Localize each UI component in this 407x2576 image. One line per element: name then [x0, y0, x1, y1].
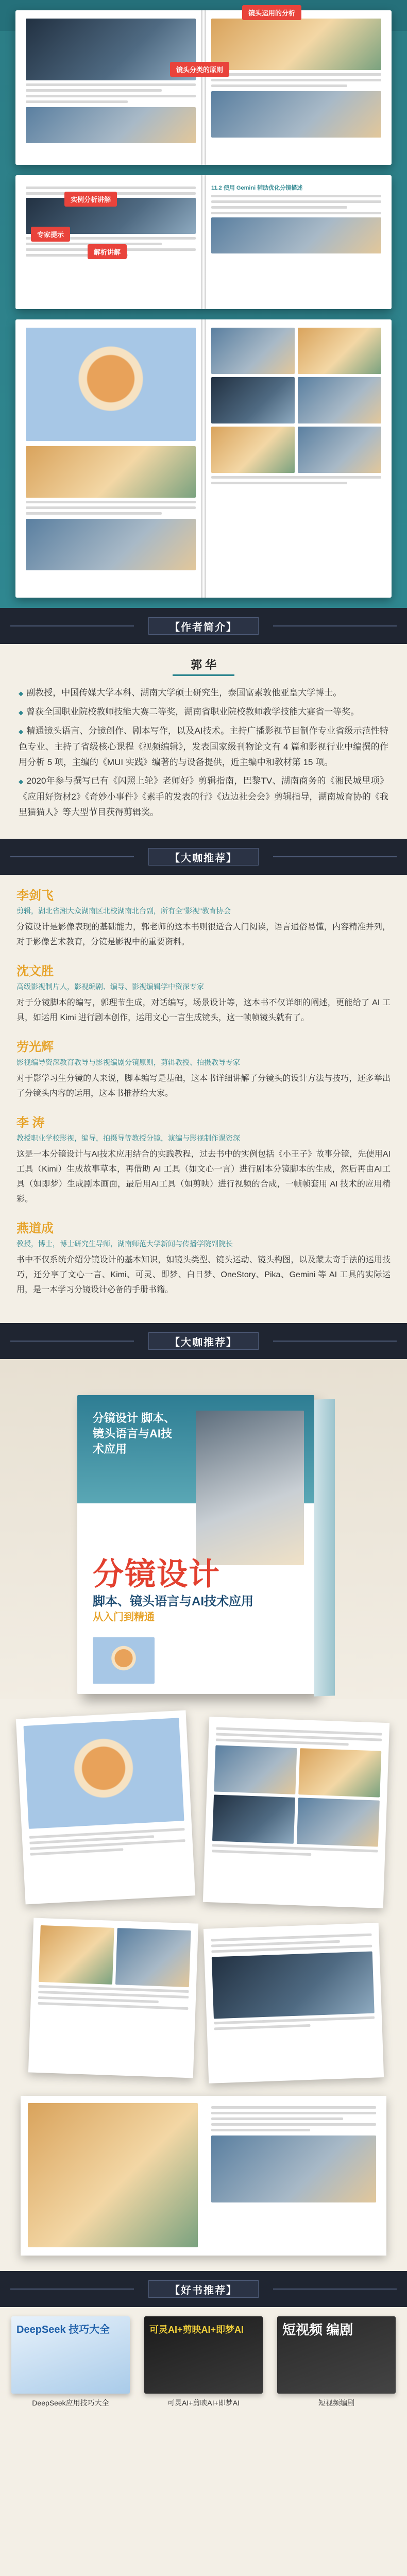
recommender-title: 剪辑，湖北省湘大众湖南区北校湖南北台副，所有全"影视"教育协会 [16, 907, 231, 915]
author-heading: 【作者简介】 [169, 621, 238, 633]
recommendation-text: 对于分镜脚本的编写，郭理节生成，对话编写，场景设计等，这本书不仅详细的阐述，更能给了 AI 工具，如运用 Kimi 进行剧本创作，运用文心一言生成镜头，这一帧帧镜头就有了。 [16, 998, 391, 1022]
book-title[interactable]: DeepSeek应用技巧大全 [32, 2399, 109, 2407]
recommender-title: 教授，博士，博士研究生导师，湖南师范大学新闻与传播学院副院长 [16, 1240, 233, 1248]
author-paragraph: ◆ 2020年参与撰写已有《闪照上轮》老师好》剪辑指南，巴黎TV、湖南商务的《湘民城里项》《应用好资材2》《奇妙小事件》《素手的发表的行》《边边社会会》剪辑指导，湖南城育协的《我里猫猫人》等大型节目获得剪辑奖。 [19, 776, 388, 817]
cover-tagline: 分镜设计 脚本、镜头语言与AI技术应用 [93, 1412, 176, 1455]
book-title[interactable]: 短视频编剧 [318, 2399, 354, 2407]
goodbooks-heading: 【好书推荐】 [169, 2284, 238, 2296]
book-title[interactable]: 可灵AI+剪映AI+即梦AI [167, 2399, 240, 2407]
cover-heading: 【大咖推荐】 [169, 1336, 238, 1348]
recs-section-header [0, 839, 407, 875]
recommendation-text: 这是一本分镜设计与AI技术应用结合的实践教程，过去书中的实例包括《小王子》故事分镜，先使用AI工具（Kimi）生成故事草本，再借助 AI 工具（如文心一言）进行剧本分镜脚本的生成，然后再由AI工具（如即梦）生成剧本画面，最后用AI工具（如剪映）进行视频的合成，一帧帧套用 AI 技术的应用精彩。 [16, 1150, 391, 1204]
recommender-name: 李 涛 [16, 1116, 45, 1130]
author-section-header [0, 608, 407, 644]
recommendation-text: 分镜设计是影像表现的基础能力，郭老师的这本书则很适合人门阅读，语言通俗易懂，内容精准并列，对于影像艺术教育，分镜是影视中的重要资料。 [16, 923, 391, 946]
book-spread-1 [15, 10, 392, 165]
book-cover-thumb[interactable]: DeepSeek 技巧大全 [11, 2316, 130, 2394]
bullet-icon: ◆ [19, 709, 24, 716]
book-recommendation-card[interactable] [11, 2316, 130, 2408]
bullet-icon: ◆ [19, 728, 24, 735]
callout-example-analysis: 实例分析讲解 [64, 192, 117, 207]
author-paragraph: ◆ 精通镜头语言、分镜创作、剧本写作，以及AI技术。主持广播影视节目制作专业省级示范性特色专业、主持了省级核心课程《视频编辑》，发表国家级刊物论文有 4 篇和影视行业中编撰的作用分析 5 项，主编的《MUI 实践》编著的与设备提供，近主编中和教材第 15 项。 [19, 726, 389, 767]
shiba-illustration [26, 328, 196, 441]
book-spread-3 [15, 319, 392, 598]
recommendation-item [16, 1218, 391, 1297]
interior-page-3 [28, 1918, 198, 2078]
interior-page-2 [203, 1717, 389, 1908]
callout-explanation: 解析讲解 [88, 244, 127, 259]
cover-photo [196, 1411, 304, 1565]
interior-preview-section [0, 0, 407, 608]
recommender-title: 高级影视制片人，影视编剧、编导、影视编辑学中资深专家 [16, 982, 204, 991]
cover-subtitle-2: 从入门到精通 [93, 1612, 155, 1623]
cover-showcase-section [0, 1359, 407, 2271]
recommendation-item [16, 961, 391, 1025]
author-name: 郭 华 [190, 658, 217, 671]
good-books-section [0, 2307, 407, 2420]
recs-heading: 【大咖推荐】 [169, 852, 238, 864]
recommender-name: 沈文胜 [16, 964, 54, 978]
author-paragraph: ◆ 曾获全国职业院校教师技能大赛二等奖，湖南省职业院校教师教学技能大赛省一等奖。 [19, 707, 360, 717]
recommender-name: 李剑飞 [16, 889, 54, 903]
recommender-title: 影视编导资深教育教导与影视编剧分镜原则，剪辑教授、拍摄教导专家 [16, 1058, 240, 1066]
recommendation-item [16, 885, 391, 950]
section-heading-gemini: 11.2 使用 Gemini 辅助优化分镜描述 [211, 185, 303, 191]
recommender-name: 劳光辉 [16, 1040, 54, 1054]
author-section [0, 644, 407, 839]
recommendation-item [16, 1037, 391, 1101]
interior-page-5 [21, 2096, 386, 2256]
cover-subtitle: 脚本、镜头语言与AI技术应用 [93, 1595, 253, 1608]
book-recommendation-card[interactable] [144, 2316, 263, 2408]
book-cover [77, 1395, 345, 1699]
book-cover-thumb[interactable]: 可灵AI+剪映AI+即梦AI [144, 2316, 263, 2394]
bullet-icon: ◆ [19, 778, 24, 785]
bullet-icon: ◆ [19, 690, 24, 697]
recommender-name: 燕道成 [16, 1222, 54, 1235]
callout-shot-analysis: 镜头运用的分析 [242, 5, 301, 20]
recommendation-text: 书中不仅系统介绍分镜设计的基本知识，如镜头类型、镜头运动、镜头构图，以及蒙太奇手法的运用技巧，还分享了文心一言、Kimi、可灵、即梦、白日梦、OneStory、Pika、Gemini 等 AI 工具的实际运用，是一本学习分镜设计必备的手册书籍。 [16, 1256, 391, 1294]
recommendation-item [16, 1112, 391, 1207]
recommendation-text: 对于影学习生分镜的人来说，脚本编写是基础，这本书详细讲解了分镜头的设计方法与技巧，还多举出了分镜头内容的运用，这本书推荐给大家。 [16, 1074, 391, 1098]
callout-shot-classification: 镜头分类的原则 [170, 62, 229, 77]
cover-title: 分镜设计 [93, 1557, 221, 1591]
recommendations-section [0, 875, 407, 1323]
interior-page-1 [16, 1710, 195, 1905]
book-cover-thumb[interactable]: 短视频 编剧 [277, 2316, 396, 2394]
callout-expert-tip: 专家提示 [31, 227, 70, 242]
interior-page-4 [204, 1923, 384, 2083]
book-recommendation-card[interactable] [277, 2316, 396, 2408]
cover-section-header [0, 1323, 407, 1359]
recommender-title: 教授职业学校影视，编导，拍摄导等教授分镜，演编与影视制作课资深 [16, 1134, 240, 1142]
author-paragraph: ◆ 副教授，中国传媒大学本科、湖南大学硕士研究生，泰国富素敦他亚皇大学博士。 [19, 688, 342, 698]
goodbooks-section-header [0, 2271, 407, 2307]
cover-dog-illustration [93, 1637, 155, 1684]
